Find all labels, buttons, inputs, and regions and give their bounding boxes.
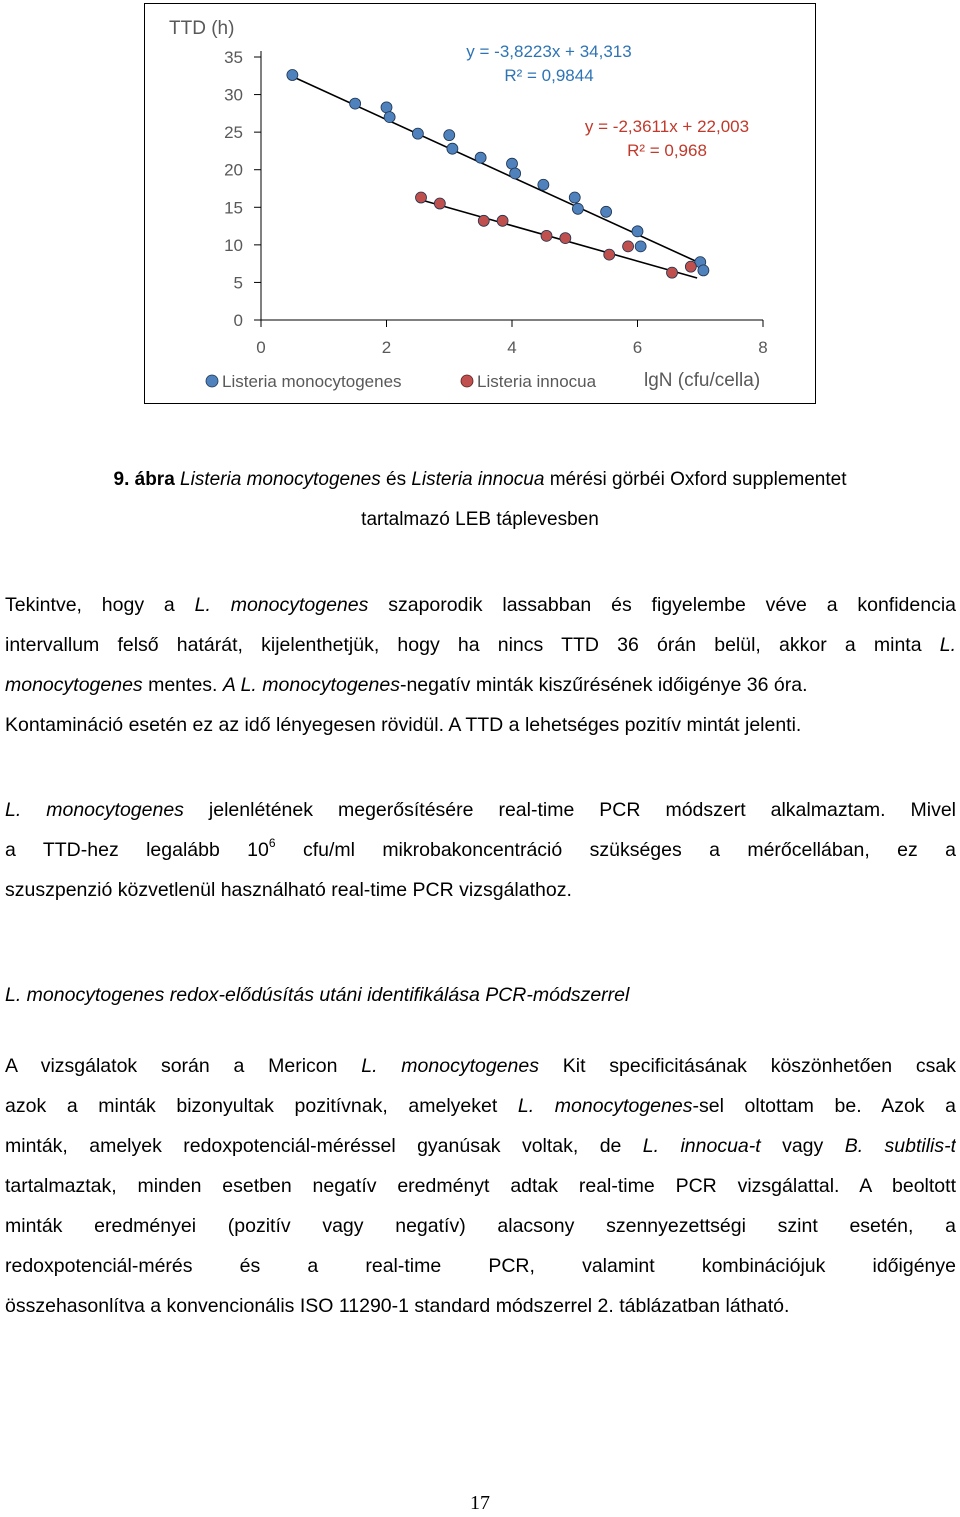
y-tick-label: 25 [224, 123, 243, 143]
species-name: L. monocytogenes [517, 1095, 693, 1117]
species-name: L. monocytogenes [194, 594, 369, 616]
paragraph-2-line-3: szuszpenzió közvetlenül használható real-time PCR vizsgálathoz. [5, 879, 572, 901]
caption-number: 9. ábra [113, 469, 175, 490]
point-innocua [560, 233, 571, 244]
paragraph-2-line-1 [5, 790, 956, 830]
point-monocytogenes [447, 143, 458, 154]
paragraph-1 [5, 585, 956, 745]
legend-marker-monocytogenes [206, 375, 218, 387]
x-tick-label: 6 [632, 338, 643, 357]
point-monocytogenes [635, 241, 646, 252]
point-innocua [434, 198, 445, 209]
text: Kit specificitásának köszönhetően csak [562, 1055, 956, 1077]
paragraph-3-line-5: minták eredményei (pozitív vagy negatív) alacsony szennyezettségi szint esetén, a [5, 1215, 956, 1237]
y-tick-label: 5 [233, 273, 243, 293]
text: a TTD-hez legalább 10 [5, 839, 269, 861]
y-tick-label: 10 [224, 235, 243, 255]
scatter-chart [1, 1, 960, 421]
x-tick-label: 2 [381, 338, 392, 357]
text: Tekintve, hogy a [5, 594, 175, 616]
point-monocytogenes [698, 265, 709, 276]
y-tick-label: 35 [224, 48, 243, 67]
caption-species-1: Listeria monocytogenes [180, 469, 381, 490]
equation-innocua: y = -2,3611x + 22,003 [584, 117, 750, 136]
text: A vizsgálatok során a Mericon [5, 1055, 338, 1077]
point-innocua [685, 261, 696, 272]
y-axis-title: TTD (h) [169, 18, 235, 39]
species-name: monocytogenes [262, 674, 400, 696]
text: vagy [782, 1135, 824, 1157]
caption-line-2: tartalmazó LEB táplevesben [361, 509, 599, 530]
text: mentes. [148, 674, 223, 696]
paragraph-3-line-6: redoxpotenciál-mérés és a real-time PCR, valamint kombinációjuk időigénye [5, 1255, 956, 1277]
page-number: 17 [470, 1492, 490, 1514]
paragraph-1-line-1 [5, 585, 956, 625]
point-monocytogenes [507, 158, 518, 169]
legend-marker-innocua [461, 375, 473, 387]
text: minták, amelyek redoxpotenciál-méréssel gyanúsak voltak, de [5, 1135, 622, 1157]
r2-monocytogenes: R² = 0,9844 [504, 66, 594, 85]
point-monocytogenes [569, 192, 580, 203]
species-name: L. [939, 634, 956, 656]
point-innocua [416, 192, 427, 203]
paragraph-3-line-2 [5, 1086, 956, 1126]
equation-monocytogenes: y = -3,8223x + 34,313 [466, 42, 632, 61]
species-name: monocytogenes [5, 674, 143, 696]
r2-innocua: R² = 0,968 [627, 141, 707, 160]
figure-caption [0, 460, 960, 540]
legend-label-innocua: Listeria innocua [477, 372, 597, 391]
paragraph-2-line-2 [5, 830, 956, 870]
paragraph-3-line-4: tartalmaztak, minden esetben negatív eredményt adtak real-time PCR vizsgálattal. A beoltott [5, 1175, 956, 1197]
paragraph-1-line-2 [5, 625, 956, 665]
text: intervallum felső határát, kijelenthetjük, hogy ha nincs TTD 36 órán belül, akkor a minta [5, 634, 922, 656]
y-tick-label: 30 [224, 85, 243, 105]
paragraph-3-line-7: összehasonlítva a konvencionális ISO 11290-1 standard módszerrel 2. táblázatban látható. [5, 1295, 790, 1317]
species-name: A L. [222, 674, 257, 696]
caption-rest: mérési görbéi Oxford supplementet [549, 469, 847, 490]
heading-text: redox-elődúsítás utáni identifikálása PCR-módszerrel [169, 984, 630, 1006]
text: -sel oltottam be. Azok a [692, 1095, 956, 1117]
species-name: L. monocytogenes [361, 1055, 539, 1077]
paragraph-1-line-3 [5, 665, 956, 705]
paragraph-3 [5, 1046, 956, 1326]
species-name: L. monocytogenes [5, 799, 184, 821]
trendline-innocua [421, 200, 697, 278]
x-tick-label: 0 [256, 338, 266, 357]
paragraph-3-line-3 [5, 1126, 956, 1166]
point-monocytogenes [381, 102, 392, 113]
point-monocytogenes [538, 179, 549, 190]
paragraph-1-line-4: Kontamináció esetén ez az idő lényegesen rövidül. A TTD a lehetséges pozitív mintát jelenti. [5, 714, 802, 736]
caption-line-1 [0, 460, 960, 500]
point-monocytogenes [384, 112, 395, 123]
point-monocytogenes [510, 168, 521, 179]
point-innocua [497, 215, 508, 226]
point-innocua [604, 249, 615, 260]
point-innocua [478, 215, 489, 226]
y-tick-label: 15 [224, 198, 243, 218]
chart-frame [144, 3, 816, 404]
y-tick-label: 0 [233, 311, 243, 330]
x-tick-label: 4 [507, 338, 517, 357]
point-innocua [623, 241, 634, 252]
text: azok a minták bizonyultak pozitívnak, amelyeket [5, 1095, 498, 1117]
legend-label-monocytogenes: Listeria monocytogenes [222, 372, 402, 391]
point-monocytogenes [444, 130, 455, 141]
species-name: B. subtilis-t [844, 1135, 956, 1157]
superscript: 6 [268, 836, 276, 850]
text: jelenlétének megerősítésére real-time PCR módszert alkalmaztam. Mivel [208, 799, 956, 821]
point-monocytogenes [475, 152, 486, 163]
point-monocytogenes [572, 203, 583, 214]
x-axis-title: lgN (cfu/cella) [644, 370, 761, 391]
point-monocytogenes [350, 98, 361, 109]
point-monocytogenes [287, 70, 298, 81]
species-name: L. innocua-t [642, 1135, 761, 1157]
point-monocytogenes [412, 128, 423, 139]
x-tick-label: 8 [758, 338, 768, 357]
caption-conj: és [386, 469, 407, 490]
point-innocua [541, 230, 552, 241]
y-tick-label: 20 [224, 160, 243, 180]
heading-species: L. monocytogenes [5, 984, 165, 1006]
caption-species-2: Listeria innocua [411, 469, 545, 490]
point-innocua [667, 267, 678, 278]
text: szaporodik lassabban és figyelembe véve a konfidencia [388, 594, 956, 616]
point-monocytogenes [632, 226, 643, 237]
paragraph-3-line-1 [5, 1046, 956, 1086]
text: -negatív minták kiszűrésének időigénye 36 óra. [399, 674, 808, 696]
text: cfu/ml mikrobakoncentráció szükséges a mérőcellában, ez a [302, 839, 956, 861]
section-heading [5, 975, 629, 1015]
paragraph-2 [5, 790, 956, 910]
point-monocytogenes [601, 206, 612, 217]
